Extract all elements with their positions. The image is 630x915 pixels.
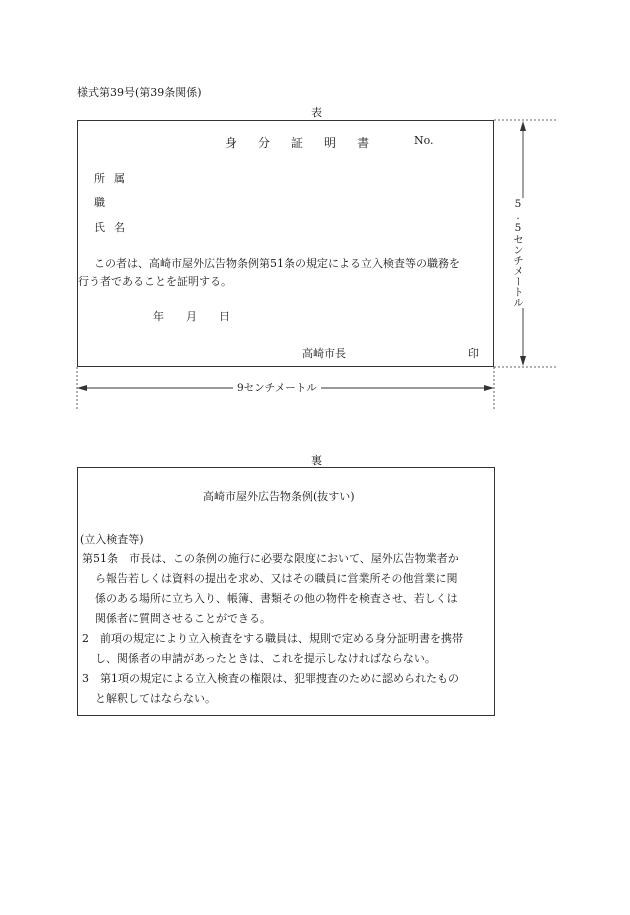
paragraph-2-line-2: し、関係者の申請があったときは、これを提示しなければならない。 [95,652,436,665]
width-arrow-left [77,385,87,391]
form-number: 様式第39号(第39条関係) [77,86,202,99]
article-51-line-2: ら報告若しくは資料の提出を求め、又はその職員に営業所その他営業に関 [95,572,458,585]
title-char: 証 [291,136,304,150]
title-char: 明 [324,136,337,150]
position-label: 職 [94,196,105,209]
paragraph-3-line-1: 3 第1項の規定による立入検査の権限は、犯罪捜査のために認められたもの [82,672,459,685]
name-label [94,219,125,235]
ordinance-title: 高崎市屋外広告物条例(抜すい) [203,490,355,503]
paragraph-3-line-2: と解釈してはならない。 [95,692,216,705]
day-label: 日 [219,310,230,323]
height-arrow-down [520,356,526,366]
affiliation-label [94,170,125,186]
date-line [153,308,230,324]
title-char: 分 [258,136,271,150]
name-char: 氏 [94,221,105,234]
article-51-line-4: 関係者に質問させることができる。 [95,612,271,625]
front-side-label: 表 [311,106,322,119]
width-dimension-label: 9センチメートル [233,380,321,395]
section-heading: (立入検査等) [80,533,144,546]
article-51-line-3: 係のある場所に立ち入り、帳簿、書類その他の物件を検査させ、若しくは [95,592,458,605]
affiliation-char: 属 [114,172,125,185]
height-dimension-label: 5.5センチメートル [512,198,524,308]
back-side-label: 裏 [311,454,322,467]
issuer-label: 高崎市長 [302,347,346,360]
card-title [225,134,369,151]
width-arrow-right [484,385,494,391]
certificate-text-line-1: この者は、高崎市屋外広告物条例第51条の規定による立入検査等の職務を [94,257,460,270]
year-label: 年 [153,310,164,323]
paragraph-2-line-1: 2 前項の規定により立入検査をする職員は、規則で定める身分証明書を携帯 [82,632,463,645]
title-char: 身 [225,136,238,150]
card-number-label: No. [414,134,434,147]
affiliation-char: 所 [94,172,105,185]
seal-label: 印 [468,347,479,360]
name-char: 名 [114,221,125,234]
front-card [77,120,494,367]
back-card [77,467,495,716]
certificate-text-line-2: 行う者であることを証明する。 [78,275,232,288]
article-51-line-1: 第51条 市長は、この条例の施行に必要な限度において、屋外広告物業者か [82,552,459,565]
month-label: 月 [186,310,197,323]
height-arrow-up [520,121,526,131]
title-char: 書 [357,136,370,150]
